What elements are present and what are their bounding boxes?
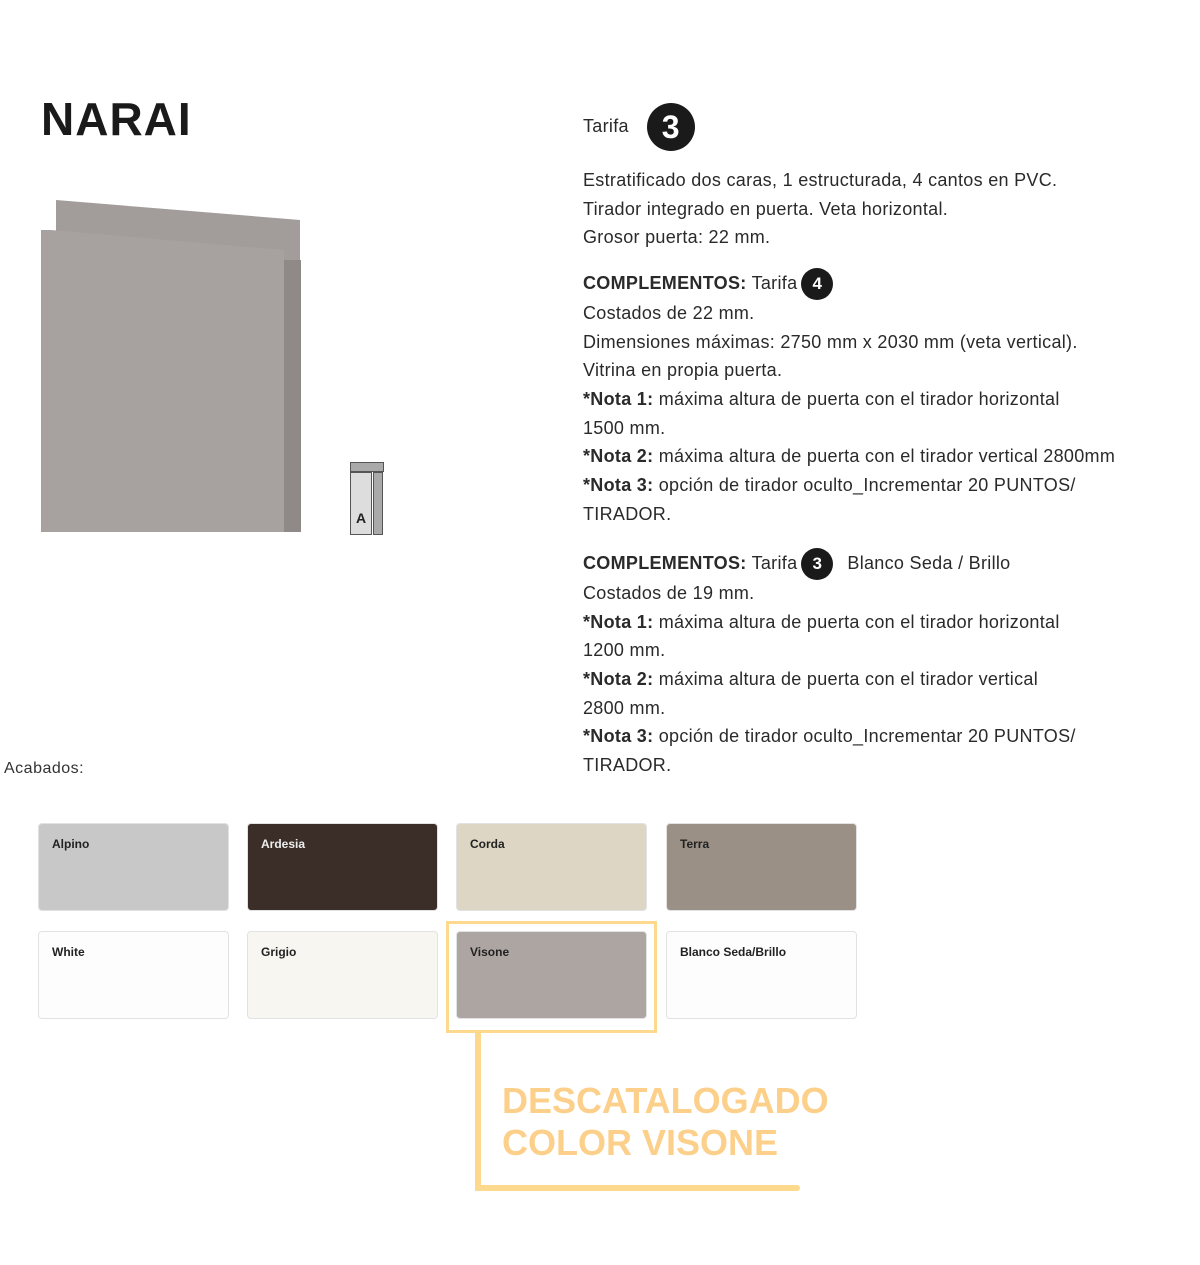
swatch-label: Alpino — [52, 837, 90, 851]
diagram-top — [350, 462, 384, 472]
note-line-2: COLOR VISONE — [502, 1122, 779, 1163]
swatch-label: White — [52, 945, 85, 959]
discontinued-note — [502, 1080, 829, 1164]
note-line: *Nota 3: opción de tirador oculto_Incrementar 20 PUNTOS/ — [583, 726, 1076, 747]
tarifa-label: Tarifa — [751, 553, 798, 573]
product-title: NARAI — [41, 93, 192, 145]
swatch-label: Visone — [470, 945, 510, 959]
swatch-ardesia[interactable] — [247, 823, 438, 911]
swatch-corda[interactable] — [456, 823, 647, 911]
swatch-label: Grigio — [261, 945, 297, 959]
diagram-side — [373, 472, 383, 535]
tarifa-label: Tarifa — [751, 273, 798, 293]
swatch-grigio[interactable] — [247, 931, 438, 1019]
door-edge — [283, 260, 301, 532]
complementos-heading: COMPLEMENTOS: — [583, 553, 747, 573]
swatch-label: Blanco Seda/Brillo — [680, 945, 787, 959]
door-diagram-icon — [350, 462, 384, 535]
note-line: *Nota 1: máxima altura de puerta con el tirador horizontal — [583, 389, 1060, 410]
note-line: *Nota 1: máxima altura de puerta con el tirador horizontal — [583, 611, 1060, 632]
spec-line: Costados de 19 mm. — [583, 583, 755, 603]
swatch-terra[interactable] — [666, 823, 857, 911]
discontinued-highlight — [446, 921, 657, 1033]
tarifa-badge: 3 — [647, 103, 695, 151]
desc-line: Estratificado dos caras, 1 estructurada, 4 cantos en PVC. — [583, 170, 1058, 190]
note-line: 1200 mm. — [583, 640, 666, 661]
swatch-label: Ardesia — [261, 837, 306, 851]
note-line: *Nota 3: opción de tirador oculto_Incrementar 20 PUNTOS/ — [583, 475, 1076, 496]
note-line: TIRADOR. — [583, 755, 672, 776]
desc-line: Tirador integrado en puerta. Veta horizontal. — [583, 198, 949, 219]
swatch-alpino[interactable] — [38, 823, 229, 911]
diagram-label: A — [350, 472, 372, 535]
complementos-heading: COMPLEMENTOS: — [583, 273, 747, 293]
swatch-blanco-seda-brillo[interactable] — [666, 931, 857, 1019]
note-line: *Nota 2: máxima altura de puerta con el tirador vertical — [583, 669, 1038, 690]
spec-line: Dimensiones máximas: 2750 mm x 2030 mm (veta vertical). — [583, 331, 1078, 352]
tarifa-badge: 4 — [801, 268, 833, 300]
description — [583, 166, 1057, 252]
note-line-1: DESCATALOGADO — [502, 1080, 829, 1121]
tarifa-badge: 3 — [801, 548, 833, 580]
spec-line: Vitrina en propia puerta. — [583, 360, 783, 381]
note-line: 1500 mm. — [583, 417, 666, 438]
note-line: 2800 mm. — [583, 697, 666, 718]
desc-line: Grosor puerta: 22 mm. — [583, 227, 771, 248]
finish-label: Blanco Seda / Brillo — [847, 553, 1011, 573]
complementos-section-2 — [583, 547, 1076, 780]
note-line: TIRADOR. — [583, 503, 672, 524]
complementos-section-1 — [583, 267, 1115, 529]
swatch-label: Corda — [470, 837, 505, 851]
spec-line: Costados de 22 mm. — [583, 303, 755, 323]
annotation-underline — [475, 1185, 800, 1191]
swatch-label: Terra — [680, 837, 710, 851]
swatch-white[interactable] — [38, 931, 229, 1019]
door-front — [41, 230, 284, 532]
tarifa-label: Tarifa — [583, 115, 629, 136]
note-line: *Nota 2: máxima altura de puerta con el tirador vertical 2800mm — [583, 446, 1116, 467]
tarifa-header — [583, 103, 695, 151]
acabados-label: Acabados: — [4, 760, 85, 777]
annotation-line — [475, 1033, 481, 1191]
